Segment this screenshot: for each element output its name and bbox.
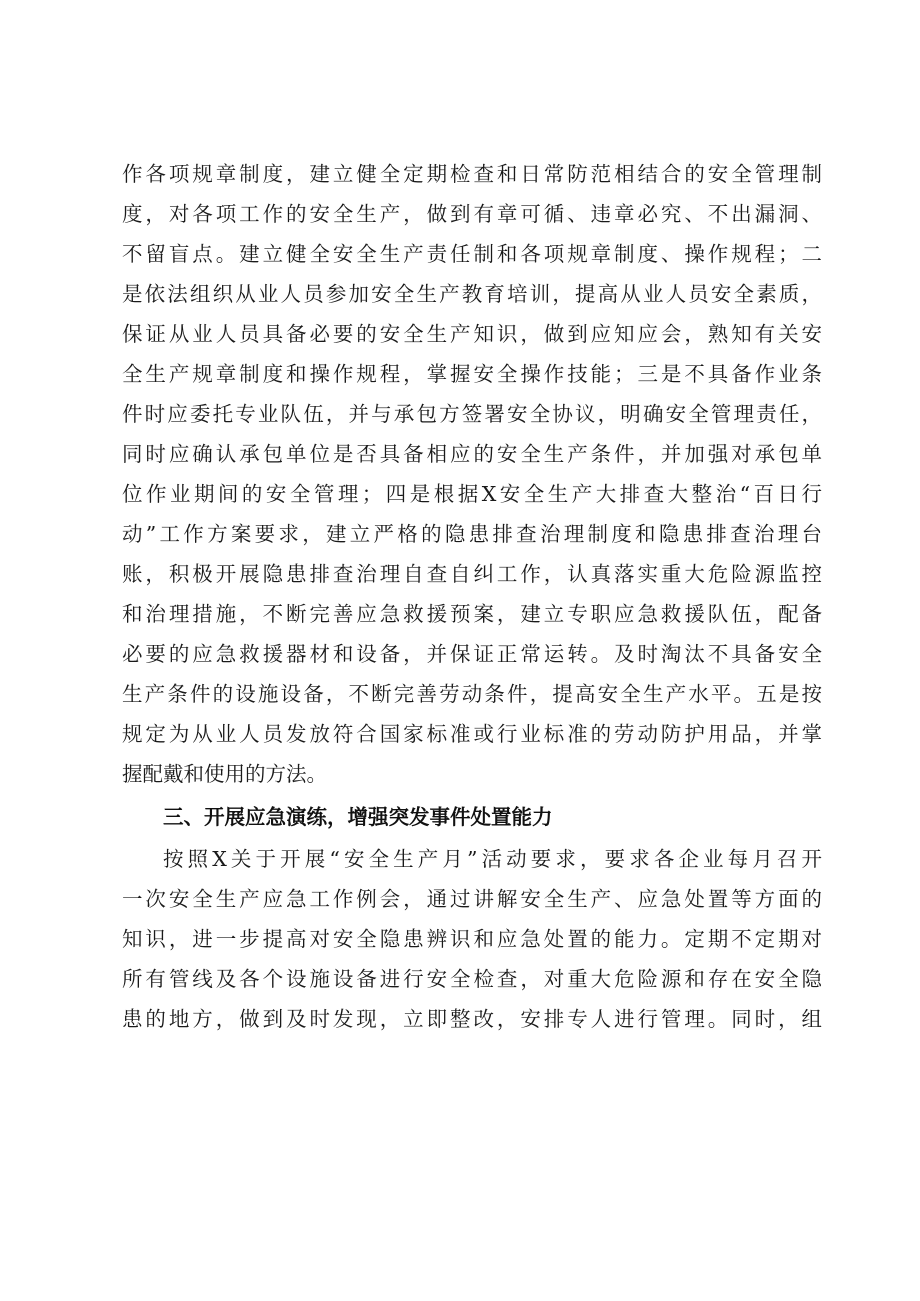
text-line: 作各项规章制度，建立健全定期检查和日常防范相结合的安全管理制	[122, 162, 822, 186]
text-line: 不留盲点。建立健全安全生产责任制和各项规章制度、操作规程；二	[122, 242, 822, 266]
text-line: 按照X关于开展“安全生产月”活动要求，要求各企业每月召开	[163, 847, 822, 871]
text-line: 生产条件的设施设备，不断完善劳动条件，提高安全生产水平。五是按	[122, 682, 822, 706]
text-line: 和治理措施，不断完善应急救援预案，建立专职应急救援队伍，配备	[122, 602, 822, 626]
text-line: 同时应确认承包单位是否具备相应的安全生产条件，并加强对承包单	[122, 442, 822, 466]
text-line: 全生产规章制度和操作规程，掌握安全操作技能；三是不具备作业条	[122, 362, 822, 386]
text-line: 动”工作方案要求，建立严格的隐患排查治理制度和隐患排查治理台	[122, 522, 822, 546]
text-line: 必要的应急救援器材和设备，并保证正常运转。及时淘汰不具备安全	[122, 642, 822, 666]
text-line: 账，积极开展隐患排查治理自查自纠工作，认真落实重大危险源监控	[122, 562, 822, 586]
text-line: 位作业期间的安全管理；四是根据X安全生产大排查大整治“百日行	[122, 482, 822, 506]
text-line: 一次安全生产应急工作例会，通过讲解安全生产、应急处置等方面的	[122, 887, 822, 911]
text-line: 握配戴和使用的方法。	[122, 762, 327, 786]
text-line: 知识，进一步提高对安全隐患辨识和应急处置的能力。定期不定期对	[122, 927, 822, 951]
text-line: 所有管线及各个设施设备进行安全检查，对重大危险源和存在安全隐	[122, 967, 822, 991]
text-line: 件时应委托专业队伍，并与承包方签署安全协议，明确安全管理责任，	[122, 402, 822, 426]
text-line: 度，对各项工作的安全生产，做到有章可循、违章必究、不出漏洞、	[122, 202, 822, 226]
text-line: 患的地方，做到及时发现，立即整改，安排专人进行管理。同时，组	[122, 1007, 822, 1031]
text-line: 保证从业人员具备必要的安全生产知识，做到应知应会，熟知有关安	[122, 322, 822, 346]
text-line: 规定为从业人员发放符合国家标准或行业标准的劳动防护用品，并掌	[122, 722, 822, 746]
section-heading: 三、开展应急演练，增强突发事件处置能力	[163, 805, 553, 829]
text-line: 是依法组织从业人员参加安全生产教育培训，提高从业人员安全素质，	[122, 282, 822, 306]
